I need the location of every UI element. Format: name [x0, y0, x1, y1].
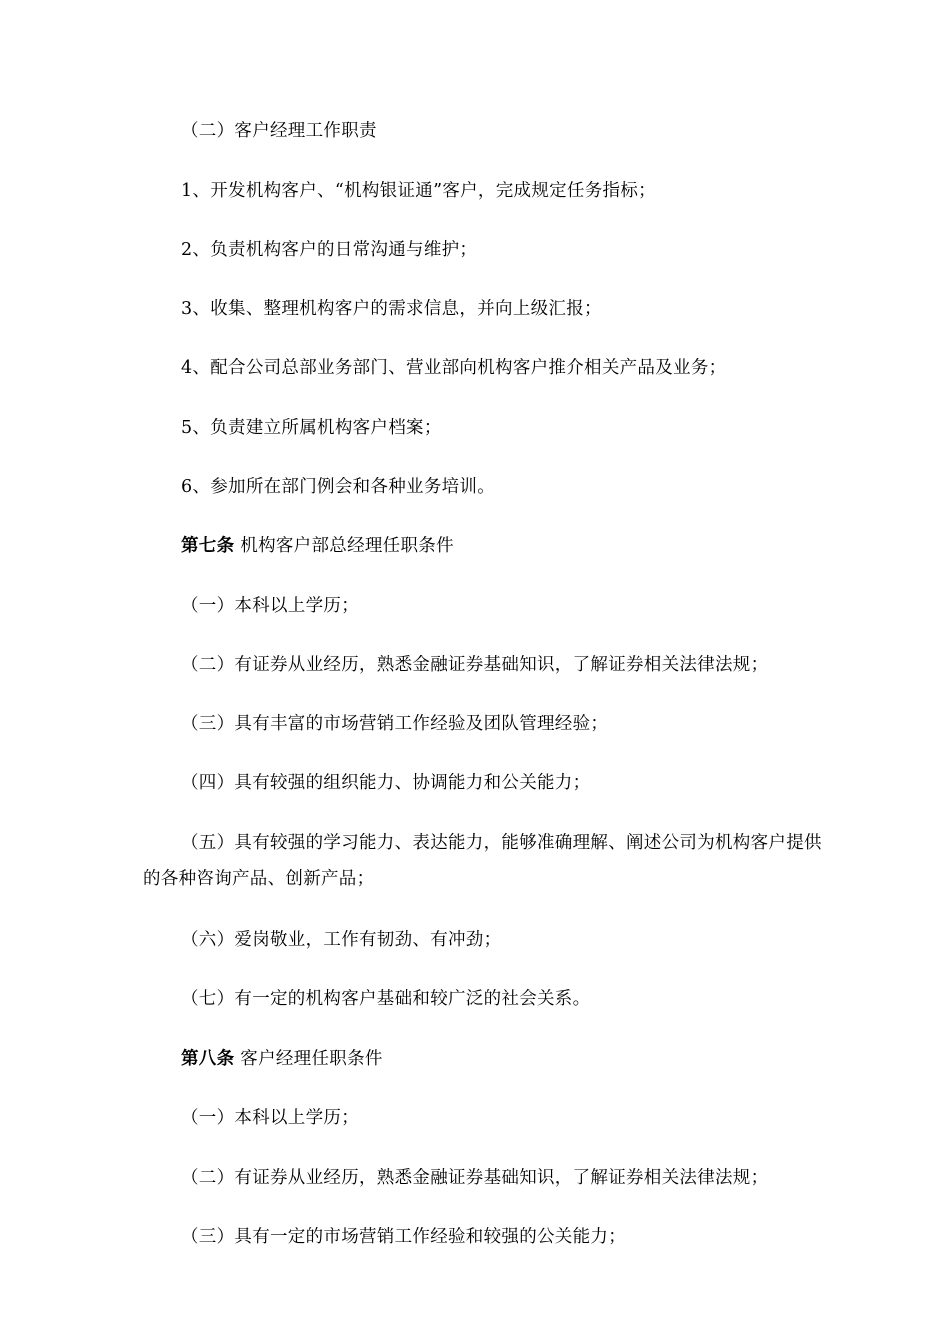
duty-item: 2、负责机构客户的日常沟通与维护； [181, 240, 478, 260]
article-8-item: （三）具有一定的市场营销工作经验和较强的公关能力； [181, 1227, 626, 1247]
duty-item: 4、配合公司总部业务部门、营业部向机构客户推介相关产品及业务； [181, 358, 727, 378]
article-7-item: （一）本科以上学历； [181, 596, 359, 616]
duty-item: 5、负责建立所属机构客户档案； [181, 418, 442, 438]
article-7-item: （七）有一定的机构客户基础和较广泛的社会关系。 [181, 989, 591, 1009]
article-8-label: 第八条 [181, 1049, 235, 1069]
article-8-item: （一）本科以上学历； [181, 1108, 359, 1128]
article-7-title: 机构客户部总经理任职条件 [234, 536, 454, 556]
section-heading-duties: （二）客户经理工作职责 [181, 121, 377, 141]
article-7-label: 第七条 [181, 536, 235, 556]
article-7-heading [181, 534, 454, 558]
duty-item: 6、参加所在部门例会和各种业务培训。 [181, 477, 496, 497]
article-7-item: （五）具有较强的学习能力、表达能力，能够准确理解、阐述公司为机构客户提供的各种咨询产品、创新产品； [143, 833, 822, 889]
article-7-item: （六）爱岗敬业，工作有韧劲、有冲劲； [181, 930, 502, 950]
article-8-heading [181, 1047, 383, 1071]
article-8-item: （二）有证券从业经历，熟悉金融证券基础知识，了解证券相关法律法规； [181, 1168, 769, 1188]
duty-item: 3、收集、整理机构客户的需求信息，并向上级汇报； [181, 299, 602, 319]
article-7-item: （三）具有丰富的市场营销工作经验及团队管理经验； [181, 714, 609, 734]
duty-item: 1、开发机构客户、“机构银证通”客户，完成规定任务指标； [181, 181, 656, 201]
article-8-title: 客户经理任职条件 [234, 1049, 383, 1069]
article-7-item: （二）有证券从业经历，熟悉金融证券基础知识，了解证券相关法律法规； [181, 655, 769, 675]
article-7-item: （四）具有较强的组织能力、协调能力和公关能力； [181, 773, 591, 793]
